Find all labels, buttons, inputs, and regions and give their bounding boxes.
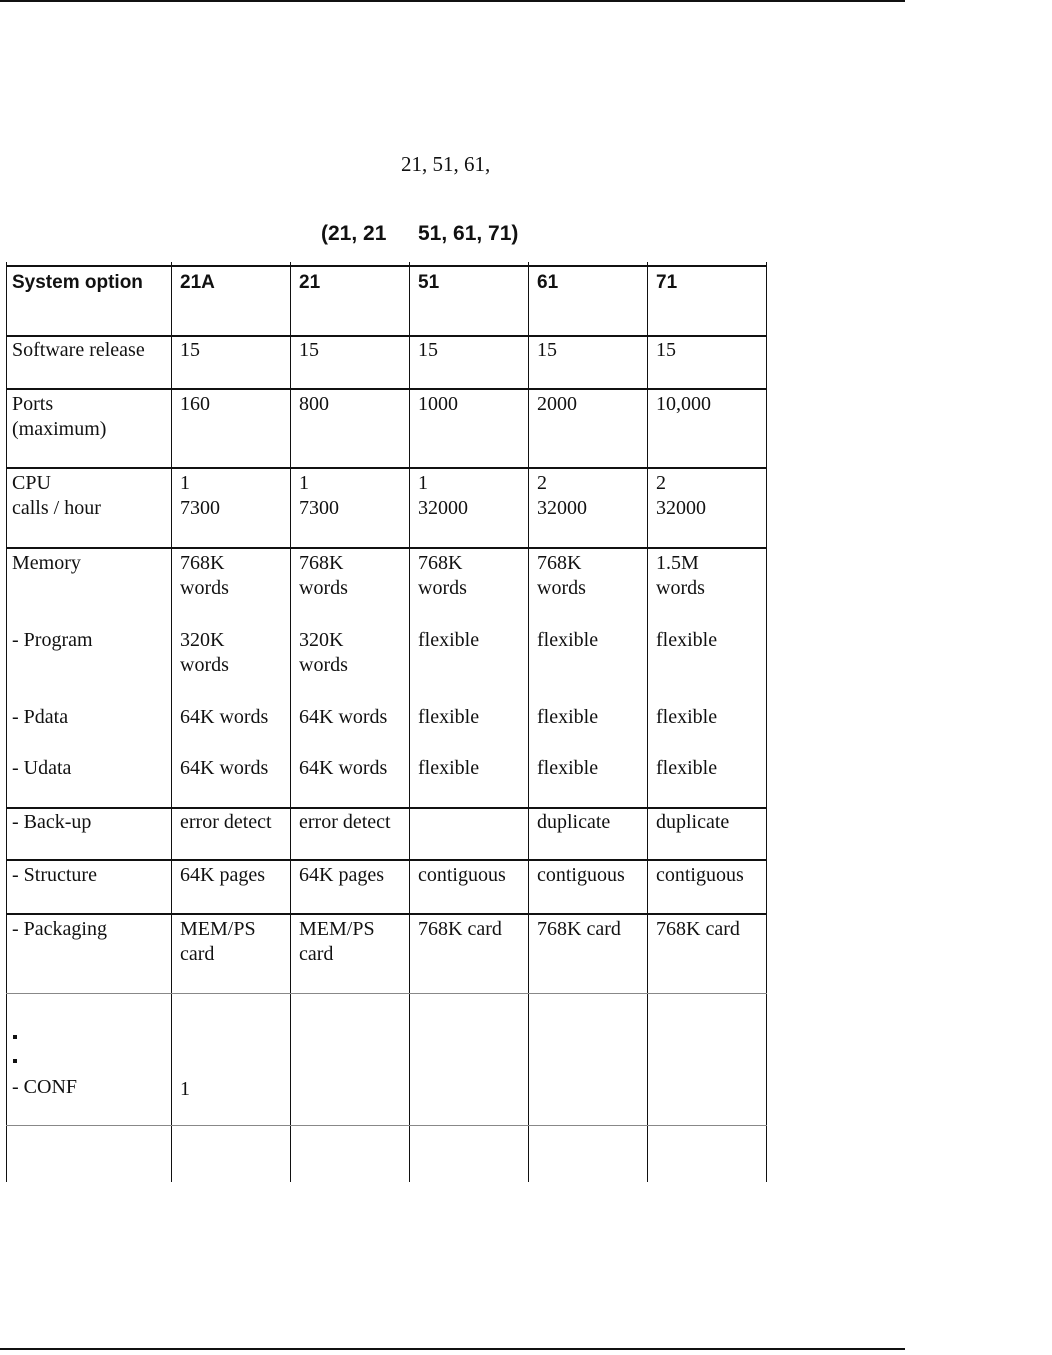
table-cell: words [180,577,229,599]
table-cell: card [299,943,334,965]
table-cell: card [180,943,215,965]
table-cell: flexible [418,706,480,728]
row-label: - Udata [12,757,72,779]
table-cell: 1 [418,472,428,494]
table-cell: 800 [299,393,329,415]
row-label: - Structure [12,864,97,886]
row-divider [6,807,767,809]
table-cell: 15 [299,339,319,361]
table-cell: contiguous [418,864,506,886]
row-label: CPU [12,472,51,494]
table-cell: error detect [299,811,391,833]
row-label: - CONF [12,1076,78,1098]
row-label: Software release [12,339,145,361]
table-cell: 1 [299,472,309,494]
row-label: - Pdata [12,706,69,728]
table-cell: flexible [656,706,718,728]
table-cell: 32000 [418,497,468,519]
options-title-fragment: (21, 21 [321,222,387,245]
table-cell: flexible [418,629,480,651]
row-label: calls / hour [12,497,101,519]
table-cell: words [656,577,705,599]
table-cell: 7300 [180,497,220,519]
column-divider [171,262,172,1182]
bullet-mark [13,1035,17,1039]
bullet-mark [13,1059,17,1063]
table-cell: 2 [537,472,547,494]
table-cell: 768K [418,552,463,574]
system-options-table [6,262,768,1182]
table-cell: flexible [656,757,718,779]
row-label: - Back-up [12,811,92,833]
table-cell: 1000 [418,393,458,415]
table-cell: 2000 [537,393,577,415]
table-cell: 768K [537,552,582,574]
column-header: 71 [656,272,678,293]
row-label: - Program [12,629,93,651]
table-cell: 768K [299,552,344,574]
table-border-right [766,262,767,1182]
table-cell: MEM/PS [299,918,375,940]
column-header: System option [12,272,143,293]
table-cell: 768K [180,552,225,574]
column-divider [528,262,529,1182]
top-rule [0,0,905,2]
column-divider [290,262,291,1182]
table-cell: 320K [299,629,344,651]
table-cell: flexible [537,757,599,779]
table-border-left [6,262,7,1182]
table-cell: 768K card [537,918,621,940]
table-cell: words [180,654,229,676]
table-cell: 768K card [656,918,740,940]
table-cell: 320K [180,629,225,651]
column-header: 61 [537,272,559,293]
row-divider [6,335,767,337]
table-cell: 7300 [299,497,339,519]
table-cell: 32000 [656,497,706,519]
table-cell: 15 [418,339,438,361]
row-label: Memory [12,552,81,574]
table-cell: words [418,577,467,599]
bottom-rule [0,1348,905,1350]
table-cell: 10,000 [656,393,711,415]
table-cell: 2 [656,472,666,494]
table-cell: 32000 [537,497,587,519]
row-divider [6,547,767,549]
options-line-fragment: 21, 51, 61, [401,152,491,176]
table-cell: MEM/PS [180,918,256,940]
table-cell: 1 [180,1078,190,1100]
row-label: (maximum) [12,418,107,440]
table-cell: 64K pages [180,864,265,886]
table-cell: words [299,577,348,599]
row-divider [6,993,767,994]
table-cell: words [299,654,348,676]
row-divider [6,467,767,469]
table-cell: 64K words [299,706,388,728]
row-label: - Packaging [12,918,107,940]
table-cell: flexible [656,629,718,651]
table-cell: words [537,577,586,599]
row-divider [6,265,767,267]
column-divider [647,262,648,1182]
row-divider [6,913,767,915]
table-cell: contiguous [656,864,744,886]
table-cell: 64K pages [299,864,384,886]
table-cell: 15 [537,339,557,361]
table-cell: 1.5M [656,552,699,574]
table-cell: error detect [180,811,272,833]
row-divider [6,859,767,861]
table-cell: flexible [537,706,599,728]
options-title-fragment-2: 51, 61, 71) [418,222,519,245]
table-cell: 64K words [180,706,269,728]
column-header: 51 [418,272,440,293]
table-cell: 64K words [299,757,388,779]
column-header: 21 [299,272,321,293]
row-label: Ports [12,393,54,415]
table-cell: 768K card [418,918,502,940]
table-cell: duplicate [656,811,730,833]
table-cell: contiguous [537,864,625,886]
table-cell: flexible [537,629,599,651]
table-cell: flexible [418,757,480,779]
row-divider [6,1125,767,1126]
table-cell: 160 [180,393,210,415]
table-cell: 1 [180,472,190,494]
column-divider [409,262,410,1182]
table-cell: duplicate [537,811,611,833]
table-cell: 15 [180,339,200,361]
row-divider [6,388,767,390]
table-cell: 15 [656,339,676,361]
table-cell: 64K words [180,757,269,779]
column-header: 21A [180,272,215,293]
